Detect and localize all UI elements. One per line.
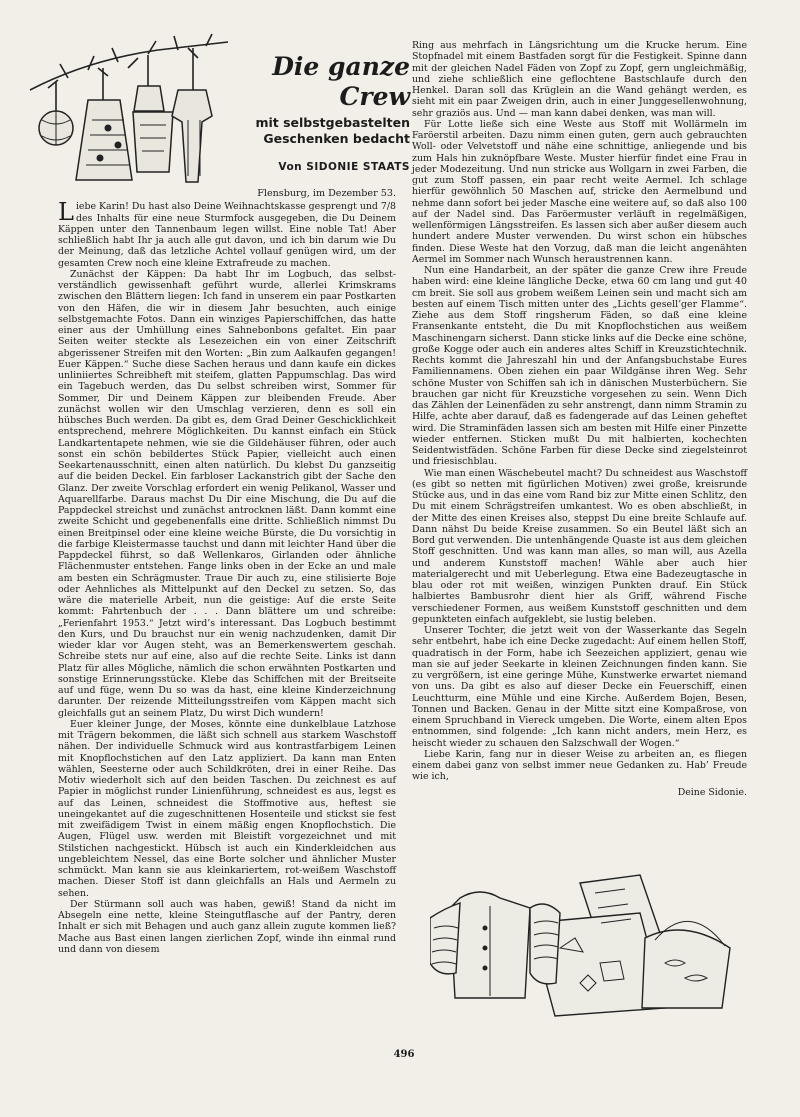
signature: Deine Sidonie. (677, 786, 747, 798)
dateline: Flensburg, im Dezember 53. (257, 188, 396, 199)
paragraph: Für Lotte ließe sich eine Weste aus Stoff mit Wollärmeln im Faröerstil arbeiten. Dazu nimm einen guten, gern auch gebrauchten Woll- oder Velvetstoff und nähe eine schnittige, anliegende und bis zum Hals hin zuknöpfbare Weste. Muster hierfür findet eine Frau in jeder Modezeitung. Und nun stricke aus Wollgarn in zwei Farben, die gut zum Stoff passen, ein paar recht weite Aermel. Ich schlage hierfür gewöhnlich 50 Maschen auf, stricke den Aermelbund und nehme dann sofort bei jeder Masche eine weitere auf, so daß also 100 auf der Nadel sind. Das Faröermuster verläuft in regelmäßigen, wellenförmigen Längsstreifen. Es lassen sich aber außer diesem auch hundert andere Muster verwenden. Du wirst schon ein hübsches finden. Diese Weste hat den Vorzug, daß man die leicht angenähten Aermel im Sommer nach Wunsch heraustrennen kann. (412, 118, 747, 265)
page-number: 496 (393, 1049, 415, 1060)
paragraph: Liebe Karin, fang nur in dieser Weise zu arbeiten an, es fliegen einem dabei ganz von selbst immer neue Gedanken zu. Hab’ Freude wie ich, (412, 748, 747, 783)
paragraph: Ring aus mehrfach in Längsrichtung um die Krucke herum. Eine Stopfnadel mit einem Bastfaden sorgt für die Festigkeit. Spinne dann mit der gleichen Nadel Fäden von Zopf zu Zopf, gern ungleichmäßig, und ziehe schließlich eine geflochtene Bastschlaufe durch den Henkel. Daran soll das Krüglein an die Wand gehängt werden, es sieht mit ein paar Zweigen drin, auch in einer Junggesellenwohnung, sehr graziös aus. Und — man kann dabei denken, was man will. (412, 40, 747, 119)
paragraph: iebe Karin! Du hast also Deine Weihnachtskasse gesprengt und 7/8 des Inhalts für eine neue Sturmfock ausgegeben, die Du Deinem Käppen unter den Tannenbaum legen willst. Eine noble Tat! Aber schließlich habt Ihr ja auch alle gut davon, und ich bin darum wie Du der Meinung, daß das letzliche Achtel vollauf genügen wird, um der gesamten Crew noch eine kleine Extrafreude zu machen. (58, 201, 396, 269)
paragraph: Euer kleiner Junge, der Moses, könnte eine dunkelblaue Latzhose mit Trägern bekommen, die läßt sich schnell aus starkem Waschstoff nähen. Der individuelle Schmuck wird aus kontrastfarbigem Leinen mit Knopflochstichen auf den Latz appliziert. Da kann man Enten wählen, Seesterne oder auch Schildkröten, drei in einer Reihe. Das Motiv wiederholt sich auf den beiden Taschen. Du zeichnest es auf Papier in möglichst runder Linienführung, schneidest es aus, legst es auf das Leinen, schneidest die Stoffmotive aus, heftest sie uneingekantet auf die zugeschnittenen Hosenteile und stickst sie fest mit zweifädigem Twist in einem mäßig engen Knopflochstich. Die Augen, Flügel usw. werden mit Bleistift vorgezeichnet und mit Stilstichen nachgestickt. Hübsch ist auch ein Kinderkleidchen aus ungebleichtem Nessel, das eine Borte solcher und ähnlicher Muster schmückt. Man kann sie aus kleinkariertem, rot-weißem Waschstoff machen. Dieser Stoff ist dann gleichfalls an Hals und Aermeln zu sehen. (58, 718, 396, 899)
paragraph: Nun eine Handarbeit, an der später die ganze Crew ihre Freude haben wird: eine kleine längliche Decke, etwa 60 cm lang und gut 40 cm breit. Sie soll aus grobem weißem Leinen sein und macht sich am besten auf einem Tisch mitten unter des „Lichts gesell’ger Flamme“. Ziehe aus dem Stoff ringsherum Fäden, so daß eine kleine Fransenkante entsteht, die Du mit Knopflochstichen aus weißem Maschinengarn sicherst. Dann sticke links auf die Decke eine schöne, große Kogge oder auch ein anderes altes Schiff in Kreuzstichtechnik. Rechts kommt die Jahreszahl hin und der Anfangsbuchstabe Eures Familiennamens. Oben ziehen ein paar Wildgänse ihren Weg. Sehr schöne Muster von Schiffen sah ich in dänischen Musterbüchern. Sie brauchen gar nicht für Kreuzstiche vorgesehen zu sein. Wenn Dich das Zählen der Leinenfäden zu sehr anstrengt, dann nimm Stramin zu Hilfe, achte aber darauf, daß es fadengerade auf das Leinen geheftet wird. Die Straminfäden lassen sich am besten mit Hilfe einer Pinzette wieder entfernen. Sticken mußt Du mit halbierten, kochechten Seidentwistfäden. Schöne Farben für diese Decke sind ziegelsteinrot und friesischblau. (412, 265, 747, 468)
paragraph: Wie man einen Wäschebeutel macht? Du schneidest aus Waschstoff (es gibt so netten mit figürlichen Motiven) zwei große, kreisrunde Stücke aus, und in das eine vom Rand biz zur Mitte einen Schlitz, den Du mit einem Schrägstreifen umkantest. Wo es oben abschließt, in der Mitte des einen Kreises also, steppst Du eine breite Schlaufe auf. Dann nähst Du beide Kreise zusammen. So ein Beutel läßt sich an Bord gut verwenden. Die untenhängende Quaste ist aus dem gleichen Stoff geschnitten. Und was kann man alles, so man will, aus Azella und anderem Kunststoff machen! Wähle aber auch hier materialgerecht und mit Ueberlegung. Etwa eine Badezeugtasche in blau oder rot mit weißen, winzigen Punkten drauf. Ein Stück halbiertes Bambusrohr dient hier als Griff, während Fische verschiedener Formen, aus weißem Kunststoff geschnitten und dem gepunkteten einfach aufgeklebt, sie lustig beleben. (412, 467, 747, 625)
christmas-gifts-illustration (28, 20, 238, 200)
left-column (58, 188, 396, 955)
paragraph: Der Stürmann soll auch was haben, gewiß! Stand da nicht im Absegeln eine nette, kleine Steingutflasche auf der Pantry, deren Inhalt er sich mit Behagen und auch ganz allein zugute kommen ließ? Mache aus Bast einen langen zierlichen Zopf, winde ihn einmal rund und dann von diesem (58, 898, 396, 955)
article-subtitle: mit selbstgebastelten Geschenken bedacht (255, 115, 410, 146)
paragraph: Zunächst der Käppen: Da habt Ihr im Logbuch, das selbstverständlich gewissenhaft geführt wurde, allerlei Krimskrams zwischen den Blättern liegen: Ich fand in unserem ein paar Postkarten von den Häfen, die wir in diesem Jahr besuchten, auch einige selbstgemachte Fotos. Dann ein winziges Papierschiffchen, das hatte einer aus der Umhüllung eines Sahnebonbons gefaltet. Ein paar Seiten weiter steckte als Lesezeichen ein von einer Zeitschrift abgerissener Streifen mit den Worten: „Bin zum Aalkaufen gegangen! Euer Käppen.“ Suche diese Sachen heraus und dann kaufe ein dickes unliniiertes Schreibheft mit steifem, glatten Pappumschlag. Das wird ein Tagebuch werden, das Du selbst schreiben wirst, Sommer für Sommer, Dir und Deinem Käppen zur bleibenden Freude. Aber zunächst wollen wir den Umschlag verzieren, denn es soll ein hübsches Buch werden. Da gibt es, dem Grad Deiner Geschicklichkeit entsprechend, mehrere Möglichkeiten. Du kannst einfach ein Stück Landkartentapete nehmen, wie sie die Gildehäuser führen, oder auch sonst ein schön bebildertes Stück Papier, vielleicht auch einen Seekartenausschnitt, einen alten natürlich. Du klebst Du ganzseitig auf die beiden Deckel. Ein farbloser Lackanstrich gibt der Sache den Glanz. Der zweite Vorschlag erfordert ein wenig Pelikanol, Wasser und Aquarellfarbe. Daraus machst Du Dir eine Mischung, die Du auf die Pappdeckel streichst und zunächst antrocknen läßt. Dann kommt eine zweite Schicht und gegebenenfalls eine dritte. Schließlich nimmst Du einen Breitpinsel oder eine kleine weiche Bürste, die Du vorsichtig in die farbige Kleistermasse tauchst und dann mit leichter Hand über die Pappdeckel führst, so daß Wellenkaros, Girlanden oder ähnliche Flächenmuster entstehen. Fange links oben in der Ecke an und male am besten ein Schrägmuster. Traue Dir auch zu, eine stilisierte Boje oder Aehnliches als Mittelpunkt auf den Deckel zu setzen. So, das wäre die materielle Arbeit, nun die geistige: Auf die erste Seite kommt: Fahrtenbuch der . . . Dann blättere um und schreibe: „Ferienfahrt 1953.“ Jetzt wird’s interessant. Das Logbuch bestimmt den Kurs, und Du brauchst nur ein wenig nachzudenken, damit Dir wieder klar vor Augen steht, was an Bemerkenswertem geschah. Schreibe stets nur auf eine, also auf die rechte Seite. Links ist dann Platz für alles Mögliche, nämlich die schon erwähnten Postkarten und sonstige Erinnerungsstücke. Klebe das Schiffchen mit der Breitseite auf und füge, wenn Du so was da hast, eine kleine Kinderzeichnung darunter. Der reizende Mitteilungsstreifen vom Käppen macht sich gleichfalls gut an seinem Platz, Du wirst Dich wundern! (58, 268, 396, 719)
paragraph: Unserer Tochter, die jetzt weit von der Wasserkante das Segeln sehr entbehrt, habe ich eine Decke zugedacht: Auf einem hellen Stoff, quadratisch in der Form, habe ich Seezeichen appliziert, genau wie man sie auf jeder Seekarte in kleinen Zeichnungen finden kann. Sie zu vergrößern, ist eine geringe Mühe, Kunstwerke erwartet niemand von uns. Da gibt es also auf dieser Decke ein Feuerschiff, einen Leuchtturm, eine Mühle und eine Kirche. Außerdem Bojen, Besen, Tonnen und Backen. Genau in der Mitte sitzt eine Kompaßrose, von einem Spruchband in Viereck umgeben. Die Worte, einem alten Epos entnommen, sind folgende: „Ich kann nicht anders, mein Herz, es heischt wieder zu schauen den Salzschwall der Wogen.“ (412, 625, 747, 749)
drop-cap: L (58, 198, 74, 227)
article-title: Die ganze Crew (272, 52, 410, 111)
article-header (210, 52, 410, 173)
article-author: Von SIDONIE STAATS (278, 161, 410, 173)
handicraft-illustration (430, 868, 750, 1018)
right-column (412, 40, 747, 798)
